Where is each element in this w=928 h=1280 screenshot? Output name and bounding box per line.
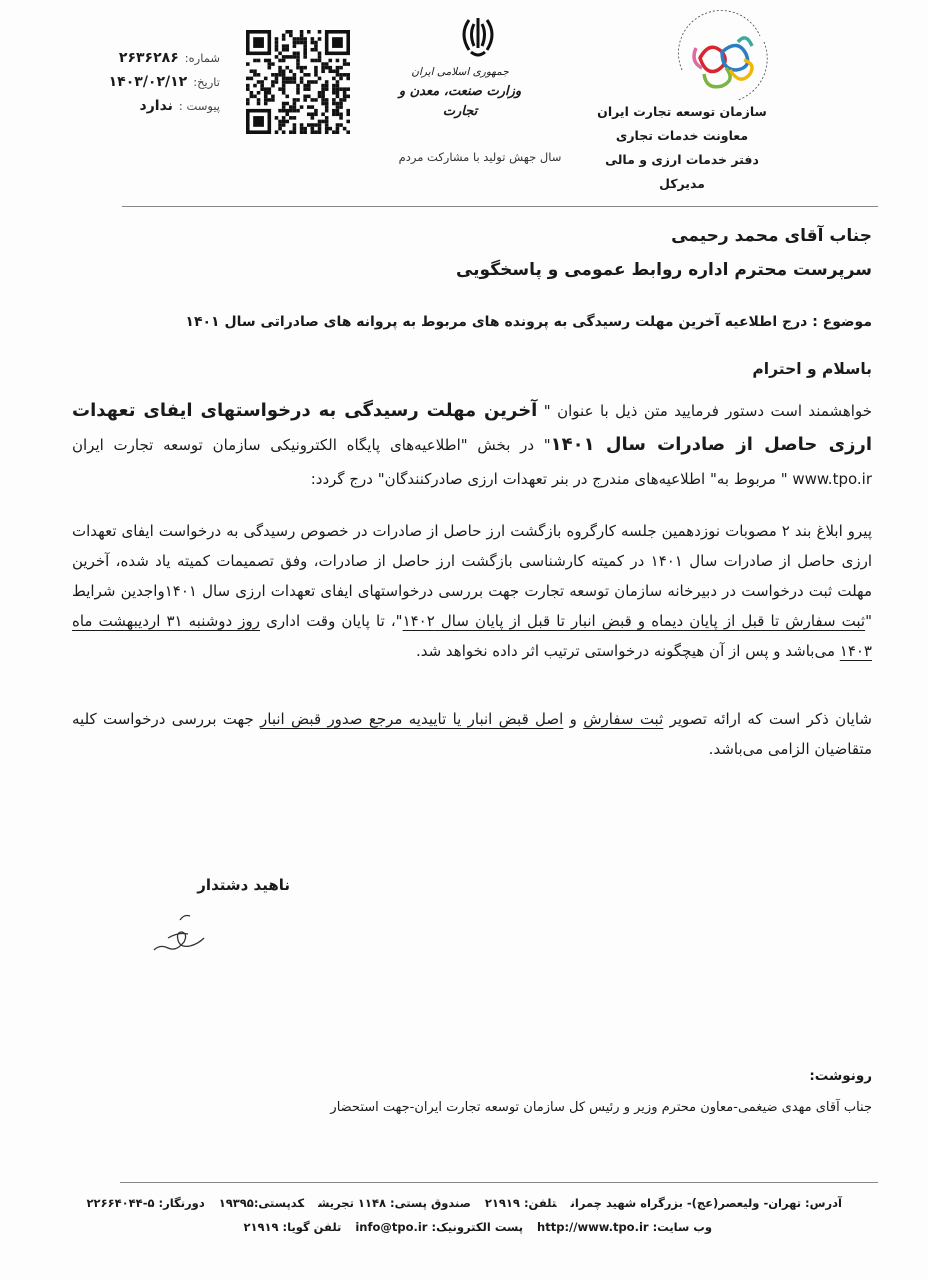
number-label: شماره: (184, 51, 220, 65)
date-label: تاریخ: (193, 75, 220, 89)
p2-text: "، تا پایان وقت اداری (260, 612, 403, 630)
paragraph-1 (72, 394, 872, 496)
p3-underlined-receipt: اصل قبض انبار یا تاییدیه مرجع صدور قبض انبار (260, 710, 564, 728)
footer-pobox: صندوق پستی: ۱۱۴۸ تجریش (318, 1196, 471, 1210)
footer-contact-row (92, 1220, 712, 1234)
ministry-name (395, 62, 525, 122)
p3-text: جهت بررسی درخواست کلیه متقاضیان الزامی می‌باشد. (72, 710, 872, 758)
p1-text: خواهشمند است دستور فرمایید متن ذیل با عنوان " (537, 402, 872, 420)
p1-text: " در بخش "اطلاعیه‌های پایگاه الکترونیکی سازمان توسعه تجارت ایران www.tpo.ir " مربوط به" اطلاعیه‌های مندرج در بنر تعهدات ارزی صادرکنندگان" درج گردد: (72, 436, 872, 488)
qr-code-icon (246, 30, 350, 134)
ministry-line: جمهوری اسلامی ایران (411, 66, 509, 78)
subject-line: موضوع : درج اطلاعیه آخرین مهلت رسیدگی به پرونده های مربوط به پروانه های صادراتی سال ۱۴۰۱ (185, 314, 872, 330)
org-line: سازمان توسعه تجارت ایران (597, 104, 767, 119)
handwritten-signature (150, 900, 230, 964)
org-line: مدیرکل (659, 176, 705, 191)
footer-address-row (62, 1196, 842, 1210)
org-line: معاونت خدمات تجاری (615, 128, 749, 143)
addressee-title: سرپرست محترم اداره روابط عمومی و پاسخگویی (455, 260, 872, 280)
p2-underlined-deadline: روز دوشنبه ۳۱ اردیبهشت ماه ۱۴۰۳ (72, 612, 872, 660)
year-slogan: سال جهش تولید با مشارکت مردم (398, 150, 562, 164)
date-value: ۱۴۰۳/۰۲/۱۲ (108, 74, 188, 90)
signatory-name: ناهید دشتدار (197, 876, 290, 894)
footer-address: آدرس: تهران- ولیعصر(عج)- بزرگراه شهید چمران (570, 1196, 842, 1210)
footer-voice: تلفن گویا: ۲۱۹۱۹ (243, 1220, 342, 1234)
footer-postcode: کدپستی:۱۹۳۹۵ (218, 1196, 305, 1210)
tpo-logo (660, 8, 784, 104)
p2-text: پیرو ابلاغ بند ۲ مصوبات نوزدهمین جلسه کارگروه بازگشت ارز حاصل از صادرات در خصوص رسیدگی به درخواست ایفای تعهدات ارزی حاصل از صادرات سال ۱۴۰۱ در کمیته کارشناسی بازگشت ارز حاصل از صادرات، وفق تصمیمات کمیته یاد شده، آخرین مهلت ثبت درخواست در دبیرخانه سازمان توسعه تجارت جهت بررسی درخواستهای ایفای تعهدات ارزی سال ۱۴۰۱واجدین شرایط " (72, 522, 873, 630)
p3-text: و (563, 710, 584, 728)
footer-email[interactable]: پست الکترونیک: info@tpo.ir (355, 1220, 524, 1234)
addressee-name: جناب آقای محمد رحیمی (671, 226, 872, 246)
p3-underlined-order: ثبت سفارش (583, 710, 664, 728)
paragraph-3 (72, 704, 872, 764)
organization-block (582, 100, 782, 196)
p1-bold-title: آخرین مهلت رسیدگی به درخواستهای ایفای تعهدات ارزی حاصل از صادرات سال ۱۴۰۱ (72, 400, 872, 455)
number-value: ۲۶۳۶۲۸۶ (118, 50, 179, 66)
cc-label: رونوشت: (809, 1068, 872, 1084)
letter-metadata (80, 46, 220, 118)
p2-text: می‌باشد و پس از آن هیچگونه درخواستی ترتیب اثر داده نخواهد شد. (415, 642, 840, 660)
attachment-value: ندارد (139, 98, 173, 114)
footer-fax: دورنگار: ۵-۲۲۶۶۴۰۴۴ (86, 1196, 205, 1210)
org-line: دفتر خدمات ارزی و مالی (605, 152, 759, 167)
ministry-line: وزارت صنعت، معدن و تجارت (398, 84, 522, 119)
footer-website[interactable]: وب سایت: http://www.tpo.ir (537, 1220, 712, 1234)
cc-line: جناب آقای مهدی ضیغمی-معاون محترم وزیر و رئیس کل سازمان توسعه تجارت ایران-جهت استحضار (330, 1100, 872, 1115)
paragraph-2 (72, 516, 872, 666)
greeting: باسلام و احترام (752, 360, 872, 378)
attachment-label: پیوست : (178, 99, 220, 113)
p3-text: شایان ذکر است که ارائه تصویر (663, 710, 872, 728)
p2-underlined-condition: ثبت سفارش تا قبل از پایان دیماه و قبض انبار تا قبل از پایان سال ۱۴۰۲ (402, 612, 866, 630)
iran-emblem-icon (455, 14, 501, 60)
footer-phone: تلفن: ۲۱۹۱۹ (484, 1196, 557, 1210)
footer-divider (120, 1182, 878, 1183)
header-divider (122, 206, 878, 207)
